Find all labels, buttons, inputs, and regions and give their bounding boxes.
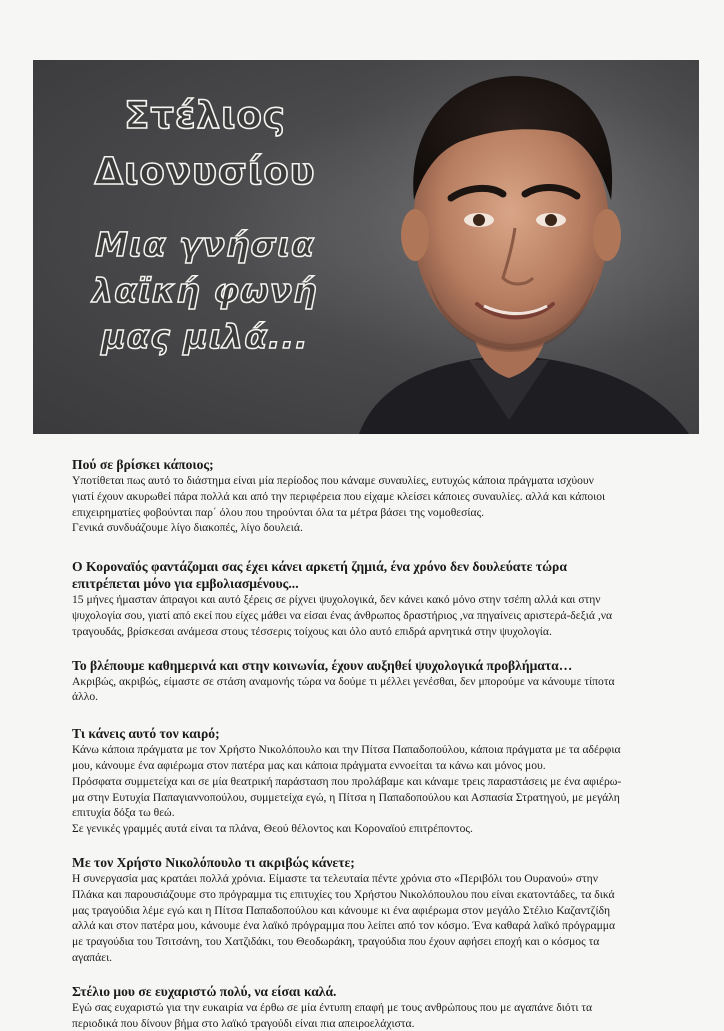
- slogan-line: λαϊκή φωνή: [92, 271, 318, 310]
- interview-section: [72, 558, 652, 639]
- interview-answer: Υποτίθεται πως αυτό το διάστημα είναι μία περίοδος που κάναμε συναυλίες, ευτυχώς κάποια πράγματα ισχύουν γιατί έχουν ακυρωθεί πάρα πολλά και από την περιφέρεια που είχαμε κλείσει κάποιες συναυλίες. αλλά και κάποιοι επιχειρηματίες φοβούνται παρ΄ όλου που τηρούνται όλα τα μέτρα βάσει της νομοθεσίας. Γενικά συνδυάζουμε λίγο διακοπές, λίγο δουλειά.: [72, 474, 606, 535]
- singer-first-name: Στέλιος: [124, 94, 286, 137]
- interview-question: Ο Κοροναϊός φαντάζομαι σας έχει κάνει αρκετή ζημιά, ένα χρόνο δεν δουλεύατε τώρα επιτρέπεται μόνο για εμβολιασμένους...: [72, 559, 567, 592]
- interview-answer: Κάνω κάποια πράγματα με τον Χρήστο Νικολόπουλο και την Πίτσα Παπαδοπούλου, κάποια πράγματα με τα αδέρφια μου, κάνουμε ένα αφιέρωμα στον πατέρα μας και κάποια πράγματα εννοείται τα κάνω και μόνος μου. Πρόσφατα συμμετείχα και σε μία θεατρική παράσταση που προλάβαμε και κάναμε τρεις παραστάσεις με ένα αφιέρω- μα στην Ευτυχία Παπαγιαννοπούλου, συμμετείχα εγώ, η Πίτσα η Παπαδοπούλου και Ασπασία Στρατηγού, με μεγάλη επιτυχία δόξα τω θεώ. Σε γενικές γραμμές αυτά είναι τα πλάνα, Θεού θέλοντος και Κοροναϊού επιτρέποντος.: [72, 743, 622, 836]
- interview-question: Το βλέπουμε καθημερινά και στην κοινωνία, έχουν αυξηθεί ψυχολογικά προβλήματα…: [72, 657, 573, 673]
- interview-question: Πού σε βρίσκει κάποιος;: [72, 457, 214, 472]
- interview-section: [72, 725, 652, 837]
- slogan-line: μας μιλά...: [101, 317, 309, 356]
- slogan-line: Μια γνήσια: [95, 225, 315, 264]
- singer-last-name: Διονυσίου: [94, 150, 316, 193]
- interview-section: [72, 854, 652, 966]
- singer-portrait: [319, 60, 699, 434]
- hero-title-block: [55, 88, 355, 360]
- interview-question: Με τον Χρήστο Νικολόπουλο τι ακριβώς κάνετε;: [72, 854, 355, 870]
- interview-section: [72, 657, 652, 706]
- interview-section: [72, 456, 652, 536]
- interview-question: Στέλιο μου σε ευχαριστώ πολύ, να είσαι καλά.: [72, 983, 337, 999]
- interview-answer: 15 μήνες ήμασταν άπραγοι και αυτό ξέρεις σε ρίχνει ψυχολογικά, δεν κάνει κακό μόνο στην τσέπη αλλά και στην ψυχολογία σου, γιατί από εκεί που είχες μάθει να είσαι ένας άνθρωπος δραστήριος ,να πηγαίνεις αριστερά-δεξιά ,να τραγουδάς, βρίσκεσαι ανάμεσα στους τέσσερις τοίχους και όλο αυτό επιδρά αρνητικά στην ψυχολογία.: [72, 593, 613, 638]
- interview-answer: Εγώ σας ευχαριστώ για την ευκαιρία να έρθω σε μία έντυπη επαφή με τους ανθρώπους που με αγαπάνε διότι τα περιοδικά που δίνουν βήμα στο λαϊκό τραγούδι είναι πια απειροελάχιστα.: [72, 1000, 593, 1030]
- interview-answer: Η συνεργασία μας κρατάει πολλά χρόνια. Είμαστε τα τελευταία πέντε χρόνια στο «Περιβόλι του Ουρανού» στην Πλάκα και παρουσιάζουμε στο πρόγραμμα τις επιτυχίες του Χρήστου Νικολόπουλου που είναι εκατοντάδες, τα δικά μας τραγούδια λέμε εγώ και η Πίτσα Παπαδοπούλου και κάνουμε κι ένα αφιέρωμα στον μεγάλο Στέλιο Καζαντζίδη αλλά και στον πατέρα μου, κάνουμε ένα λαϊκό πρόγραμμα που λείπει από τον κόσμο. Ένα καθαρά λαϊκό πρόγραμμα με τραγούδια του Τσιτσάνη, του Χατζιδάκι, του Θεοδωράκη, τραγούδια που έχουν αφήσει εποχή και ο κόσμος τα αγαπάει.: [72, 871, 616, 964]
- hero-slogan: [55, 222, 355, 360]
- hero-banner: [33, 60, 699, 434]
- interview-answer: Ακριβώς, ακριβώς, είμαστε σε στάση αναμονής τώρα να δούμε τι μέλλει γενέσθαι, δεν μπορούμε να κάνουμε τίποτα άλλο.: [72, 674, 615, 704]
- interview-body: [72, 456, 652, 1031]
- interview-question: Τι κάνεις αυτό τον καιρό;: [72, 726, 220, 742]
